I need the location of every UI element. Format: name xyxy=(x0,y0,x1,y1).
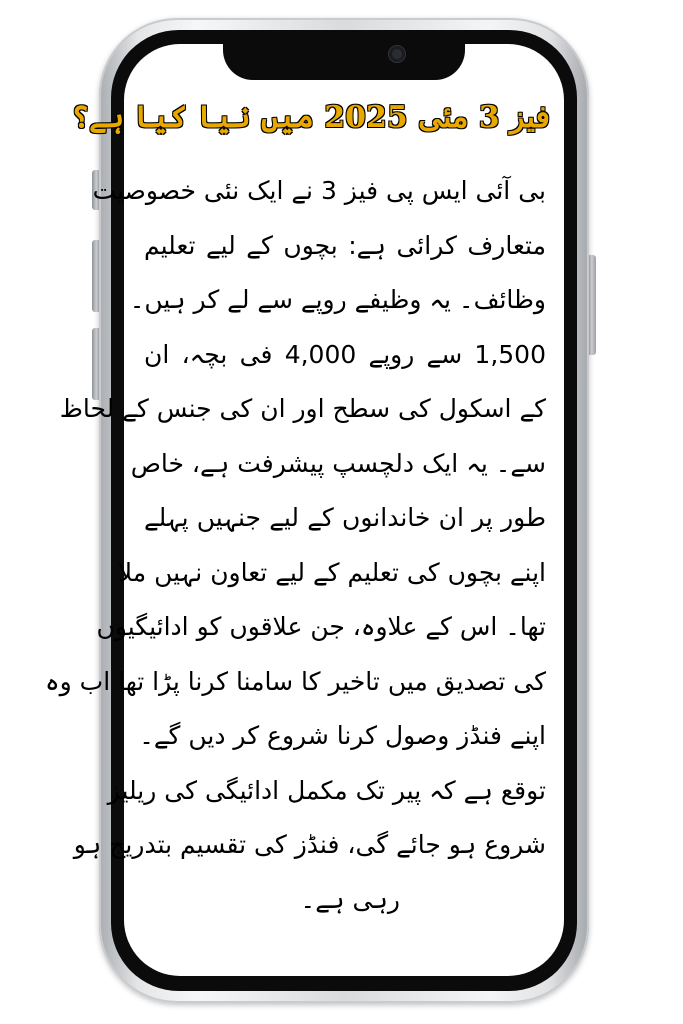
camera-icon xyxy=(389,46,405,62)
paragraph-line: توقع ہے کہ پیر تک مکمل ادائیگی کی ریلیز xyxy=(107,775,546,805)
paragraph-line: 1,500 سے روپے 4,000 فی بچہ، ان xyxy=(144,339,546,369)
page-title: فیز 3 مئی 2025 میں نیا کیا ہے؟ xyxy=(71,100,550,135)
phone-notch xyxy=(223,30,465,80)
paragraph-line: اپنے بچوں کی تعلیم کے لیے تعاون نہیں ملا xyxy=(117,557,546,587)
paragraph-line: متعارف کرائی ہے: بچوں کے لیے تعلیم xyxy=(144,230,546,260)
paragraph-line: رہی ہے۔ xyxy=(300,884,400,914)
paragraph-line: وظائف۔ یہ وظیفے روپے سے لے کر ہیں۔ xyxy=(129,285,546,314)
paragraph-line: کی تصدیق میں تاخیر کا سامنا کرنا پڑا تھا اب وہ xyxy=(44,666,546,696)
paragraph-line: سے۔ یہ ایک دلچسپ پیشرفت ہے، خاص xyxy=(130,448,546,478)
article-paragraph xyxy=(44,164,550,927)
paragraph-line: کے اسکول کی سطح اور ان کی جنس کے لحاظ xyxy=(59,394,546,423)
paragraph-line: بی آئی ایس پی فیز 3 نے ایک نئی خصوصیت xyxy=(92,176,546,205)
screen-content xyxy=(44,92,550,962)
paragraph-line: اپنے فنڈز وصول کرنا شروع کر دیں گے۔ xyxy=(139,721,546,750)
paragraph-line: تھا۔ اس کے علاوہ، جن علاقوں کو ادائیگیوں xyxy=(96,612,546,641)
paragraph-line: شروع ہو جائے گی، فنڈز کی تقسیم بتدریج ہو xyxy=(73,830,546,859)
paragraph-line: طور پر ان خاندانوں کے لیے جنہیں پہلے xyxy=(144,503,546,532)
